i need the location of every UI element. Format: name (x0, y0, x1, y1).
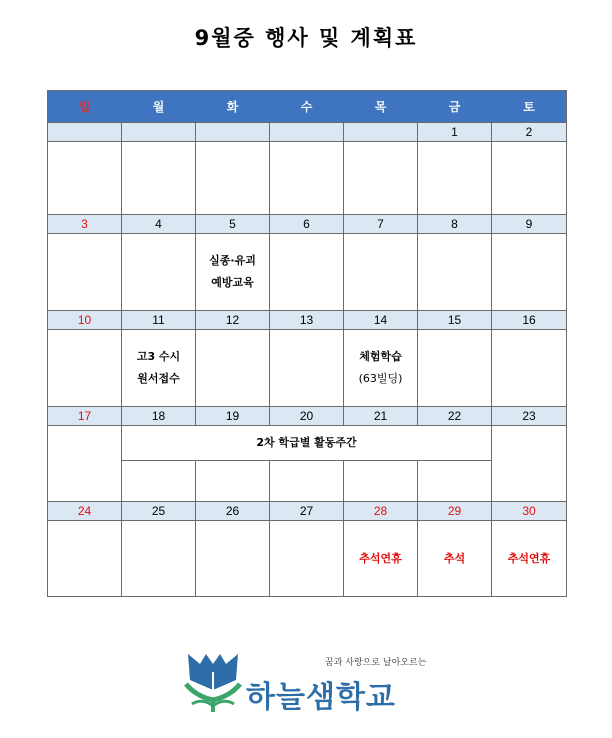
event-cell (270, 142, 344, 215)
event-cell (492, 426, 567, 502)
event-cell (270, 234, 344, 311)
event-cell (122, 234, 196, 311)
date-cell: 7 (344, 215, 418, 234)
event-cell (48, 426, 122, 502)
event-cell (48, 142, 122, 215)
date-cell: 11 (122, 311, 196, 330)
date-cell: 21 (344, 407, 418, 426)
week-5-events (48, 521, 567, 597)
event-cell (48, 234, 122, 311)
date-cell: 25 (122, 502, 196, 521)
date-cell: 28 (344, 502, 418, 521)
logo-slogan: 꿈과 사랑으로 날아오르는 (325, 658, 427, 668)
date-cell: 1 (418, 123, 492, 142)
event-cell (344, 234, 418, 311)
book-sprout-icon (182, 650, 244, 714)
weekday-mon: 월 (122, 91, 196, 123)
date-cell: 19 (196, 407, 270, 426)
date-cell: 4 (122, 215, 196, 234)
event-cell (270, 521, 344, 597)
date-cell: 23 (492, 407, 567, 426)
event-cell-field-trip (344, 330, 418, 407)
week-1-dates (48, 123, 567, 142)
date-cell: 20 (270, 407, 344, 426)
date-cell: 3 (48, 215, 122, 234)
date-cell: 14 (344, 311, 418, 330)
week-4-events (48, 426, 567, 461)
date-cell (122, 123, 196, 142)
event-text: 예방교육 (211, 276, 254, 289)
date-cell: 26 (196, 502, 270, 521)
event-cell (418, 461, 492, 502)
date-cell: 24 (48, 502, 122, 521)
date-cell: 30 (492, 502, 567, 521)
weekday-tue: 화 (196, 91, 270, 123)
event-cell (122, 461, 196, 502)
event-text: (63빌딩) (358, 372, 403, 385)
week-4-events-lower (48, 461, 567, 502)
event-cell-chuseok: 추석 (418, 521, 492, 597)
week-2-dates (48, 215, 567, 234)
date-cell: 2 (492, 123, 567, 142)
date-cell: 18 (122, 407, 196, 426)
date-cell: 6 (270, 215, 344, 234)
date-cell: 5 (196, 215, 270, 234)
week-4-dates (48, 407, 567, 426)
weekday-thu: 목 (344, 91, 418, 123)
week-3-events (48, 330, 567, 407)
date-cell: 13 (270, 311, 344, 330)
event-cell-chuseok-holiday: 추석연휴 (492, 521, 567, 597)
event-cell-college-application (122, 330, 196, 407)
page-title: 9월중 행사 및 계획표 (194, 26, 418, 50)
weekday-wed: 수 (270, 91, 344, 123)
date-cell: 9 (492, 215, 567, 234)
event-cell (48, 521, 122, 597)
event-text: 체험학습 (359, 350, 402, 363)
week-3-dates (48, 311, 567, 330)
date-cell: 10 (48, 311, 122, 330)
event-cell (196, 330, 270, 407)
date-cell: 17 (48, 407, 122, 426)
date-cell (48, 123, 122, 142)
event-cell (196, 142, 270, 215)
date-cell (196, 123, 270, 142)
event-cell (270, 461, 344, 502)
weekday-sat: 토 (492, 91, 567, 123)
date-cell: 12 (196, 311, 270, 330)
calendar-table (47, 90, 567, 597)
event-cell (344, 461, 418, 502)
event-cell-class-activity-week: 2차 학급별 활동주간 (122, 426, 492, 461)
event-text: 원서접수 (137, 372, 180, 385)
event-cell (418, 142, 492, 215)
event-cell (418, 330, 492, 407)
event-text: 고3 수시 (136, 350, 181, 363)
event-cell (122, 521, 196, 597)
event-cell-safety-education (196, 234, 270, 311)
event-cell (48, 330, 122, 407)
week-1-events (48, 142, 567, 215)
week-2-events (48, 234, 567, 311)
event-cell (492, 234, 567, 311)
event-cell (492, 330, 567, 407)
event-cell (270, 330, 344, 407)
date-cell: 16 (492, 311, 567, 330)
weekday-fri: 금 (418, 91, 492, 123)
event-cell (344, 142, 418, 215)
weekday-header-row (48, 91, 567, 123)
date-cell (270, 123, 344, 142)
weekday-sun: 일 (48, 91, 122, 123)
date-cell: 29 (418, 502, 492, 521)
date-cell (344, 123, 418, 142)
event-cell (196, 461, 270, 502)
date-cell: 22 (418, 407, 492, 426)
event-cell (492, 142, 567, 215)
date-cell: 8 (418, 215, 492, 234)
date-cell: 15 (418, 311, 492, 330)
week-5-dates (48, 502, 567, 521)
event-cell (418, 234, 492, 311)
event-cell-chuseok-holiday: 추석연휴 (344, 521, 418, 597)
date-cell: 27 (270, 502, 344, 521)
event-text: 실종·유괴 (209, 254, 256, 267)
logo-name: 하늘샘학교 (246, 680, 396, 715)
event-cell (196, 521, 270, 597)
event-cell (122, 142, 196, 215)
